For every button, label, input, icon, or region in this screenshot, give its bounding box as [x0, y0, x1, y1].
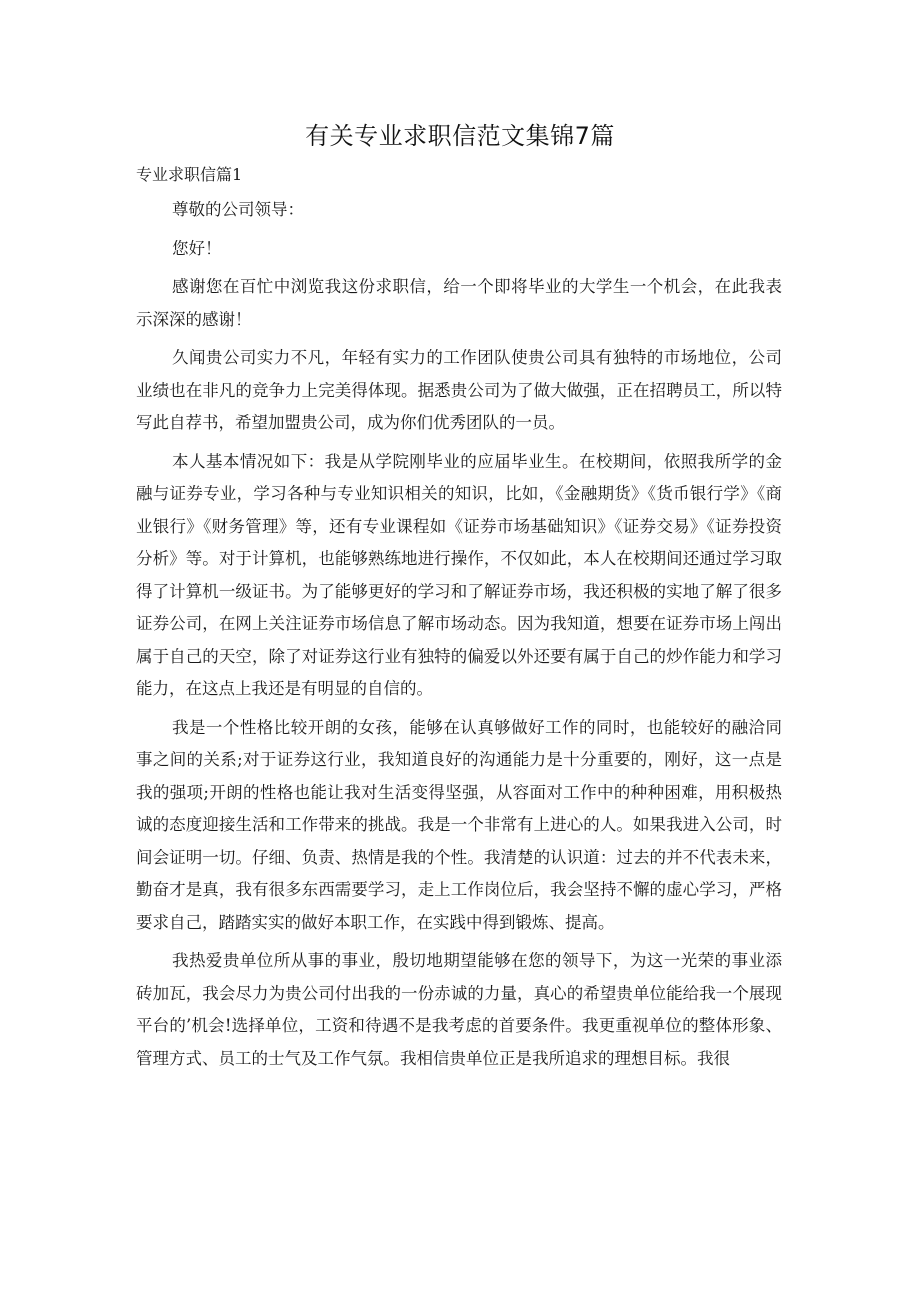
paragraph-personality: 我是一个性格比较开朗的女孩，能够在认真够做好工作的同时，也能较好的融洽同事之间的关系;对于证券这行业，我知道良好的沟通能力是十分重要的，刚好，这一点是我的强项;开朗的性格也能让我对生活变得坚强，从容面对工作中的种种困难，用积极热诚的态度迎接生活和工作带来的挑战。我是一个非常有上进心的人。如果我进入公司，时间会证明一切。仔细、负责、热情是我的个性。我清楚的认识道：过去的并不代表未来，勤奋才是真，我有很多东西需要学习，走上工作岗位后，我会坚持不懈的虚心学习，严格要求自己，踏踏实实的做好本职工作，在实践中得到锻炼、提高。	[136, 717, 782, 932]
salutation: 尊敬的公司领导：	[172, 200, 304, 219]
paragraph-company: 久闻贵公司实力不凡，年轻有实力的工作团队使贵公司具有独特的市场地位，公司业绩也在非凡的竞争力上完美得体现。据悉贵公司为了做大做强，正在招聘员工，所以特写此自荐书，希望加盟贵公司，成为你们优秀团队的一员。	[136, 348, 782, 432]
document-title: 有关专业求职信范文集锦7篇	[305, 122, 615, 150]
section-heading: 专业求职信篇1	[136, 165, 243, 184]
paragraph-background: 本人基本情况如下：我是从学院刚毕业的应届毕业生。在校期间，依照我所学的金融与证券专业，学习各种与专业知识相关的知识，比如，《金融期货》《货币银行学》《商业银行》《财务管理》等，还有专业课程如《证券市场基础知识》《证券交易》《证券投资分析》等。对于计算机，也能够熟练地进行操作，不仅如此，本人在校期间还通过学习取得了计算机一级证书。为了能够更好的学习和了解证券市场，我还积极的实地了解了很多证券公司，在网上关注证券市场信息了解市场动态。因为我知道，想要在证券市场上闯出属于自己的天空，除了对证券这行业有独特的偏爱以外还要有属于自己的炒作能力和学习能力，在这点上我还是有明显的自信的。	[136, 451, 782, 698]
letter-body	[136, 194, 782, 1075]
paragraph-thanks: 感谢您在百忙中浏览我这份求职信，给一个即将毕业的大学生一个机会，在此我表示深深的感谢！	[136, 277, 782, 329]
greeting: 您好！	[172, 238, 222, 258]
paragraph-aspiration: 我热爱贵单位所从事的事业，殷切地期望能够在您的领导下，为这一光荣的事业添砖加瓦，我会尽力为贵公司付出我的一份赤诚的力量，真心的希望贵单位能给我一个展现平台的’机会!选择单位，工资和待遇不是我考虑的首要条件。我更重视单位的整体形象、管理方式、员工的士气及工作气氛。我相信贵单位正是我所追求的理想目标。我很	[136, 951, 782, 1068]
